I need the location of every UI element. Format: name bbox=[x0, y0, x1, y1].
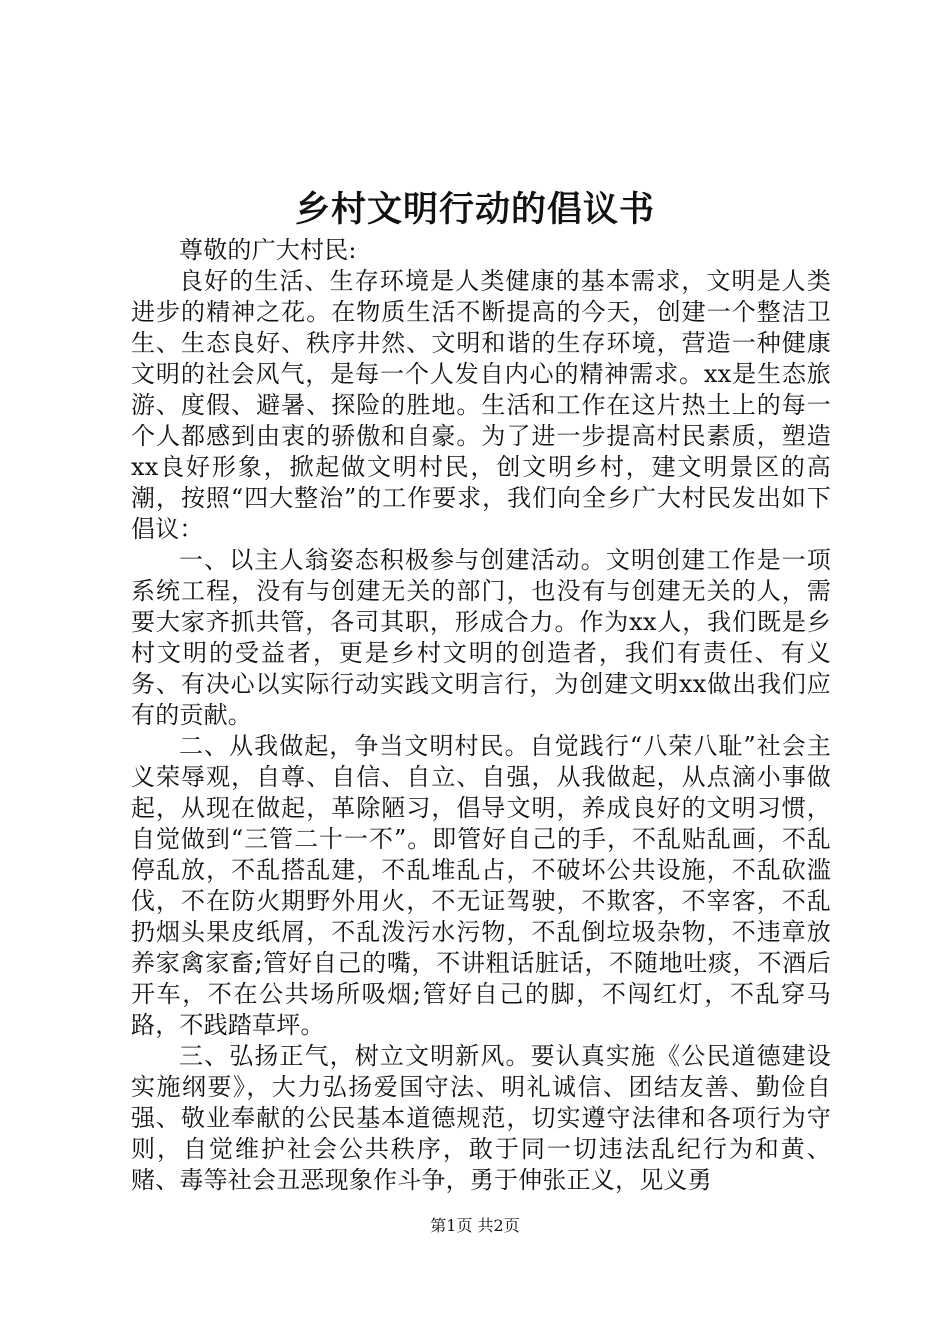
proposal-three-paragraph: 三、弘扬正气，树立文明新风。要认真实施《公民道德建设实施纲要》，大力弘扬爱国守法、明礼诚信、团结友善、勤俭自强、敬业奉献的公民基本道德规范，切实遵守法律和各项行为守则，自觉维护社会公共秩序，敢于同一切违法乱纪行为和黄、赌、毒等社会丑恶现象作斗争，勇于伸张正义，见义勇 bbox=[131, 1042, 831, 1194]
page-number-footer: 第1页 共2页 bbox=[430, 1216, 520, 1235]
proposal-one-paragraph: 一、以主人翁姿态积极参与创建活动。文明创建工作是一项系统工程，没有与创建无关的部门，也没有与创建无关的人，需要大家齐抓共管，各司其职，形成合力。作为xx人，我们既是乡村文明的受益者，更是乡村文明的创造者，我们有责任、有义务、有决心以实际行动实践文明言行，为创建文明xx做出我们应有的贡献。 bbox=[131, 546, 831, 729]
intro-paragraph: 良好的生活、生存环境是人类健康的基本需求，文明是人类进步的精神之花。在物质生活不断提高的今天，创建一个整洁卫生、生态良好、秩序井然、文明和谐的生存环境，营造一种健康文明的社会风气，是每一个人发自内心的精神需求。xx是生态旅游、度假、避暑、探险的胜地。生活和工作在这片热土上的每一个人都感到由衷的骄傲和自豪。为了进一步提高村民素质，塑造xx良好形象，掀起做文明村民，创文明乡村，建文明景区的高潮，按照“四大整治”的工作要求，我们向全乡广大村民发出如下倡议： bbox=[131, 267, 831, 543]
salutation: 尊敬的广大村民: bbox=[179, 236, 357, 264]
document-body bbox=[131, 235, 831, 1196]
proposal-two-paragraph: 二、从我做起，争当文明村民。自觉践行“八荣八耻”社会主义荣辱观，自尊、自信、自立、自强，从我做起，从点滴小事做起，从现在做起，革除陋习，倡导文明，养成良好的文明习惯，自觉做到“三管二十一不”。即管好自己的手，不乱贴乱画，不乱停乱放，不乱搭乱建，不乱堆乱占，不破坏公共设施，不乱砍滥伐，不在防火期野外用火，不无证驾驶，不欺客，不宰客，不乱扔烟头果皮纸屑，不乱泼污水污物，不乱倒垃圾杂物，不违章放养家禽家畜;管好自己的嘴，不讲粗话脏话，不随地吐痰，不酒后开车，不在公共场所吸烟;管好自己的脚，不闯红灯，不乱穿马路，不践踏草坪。 bbox=[131, 732, 831, 1039]
document-title: 乡村文明行动的倡议书 bbox=[294, 189, 655, 230]
